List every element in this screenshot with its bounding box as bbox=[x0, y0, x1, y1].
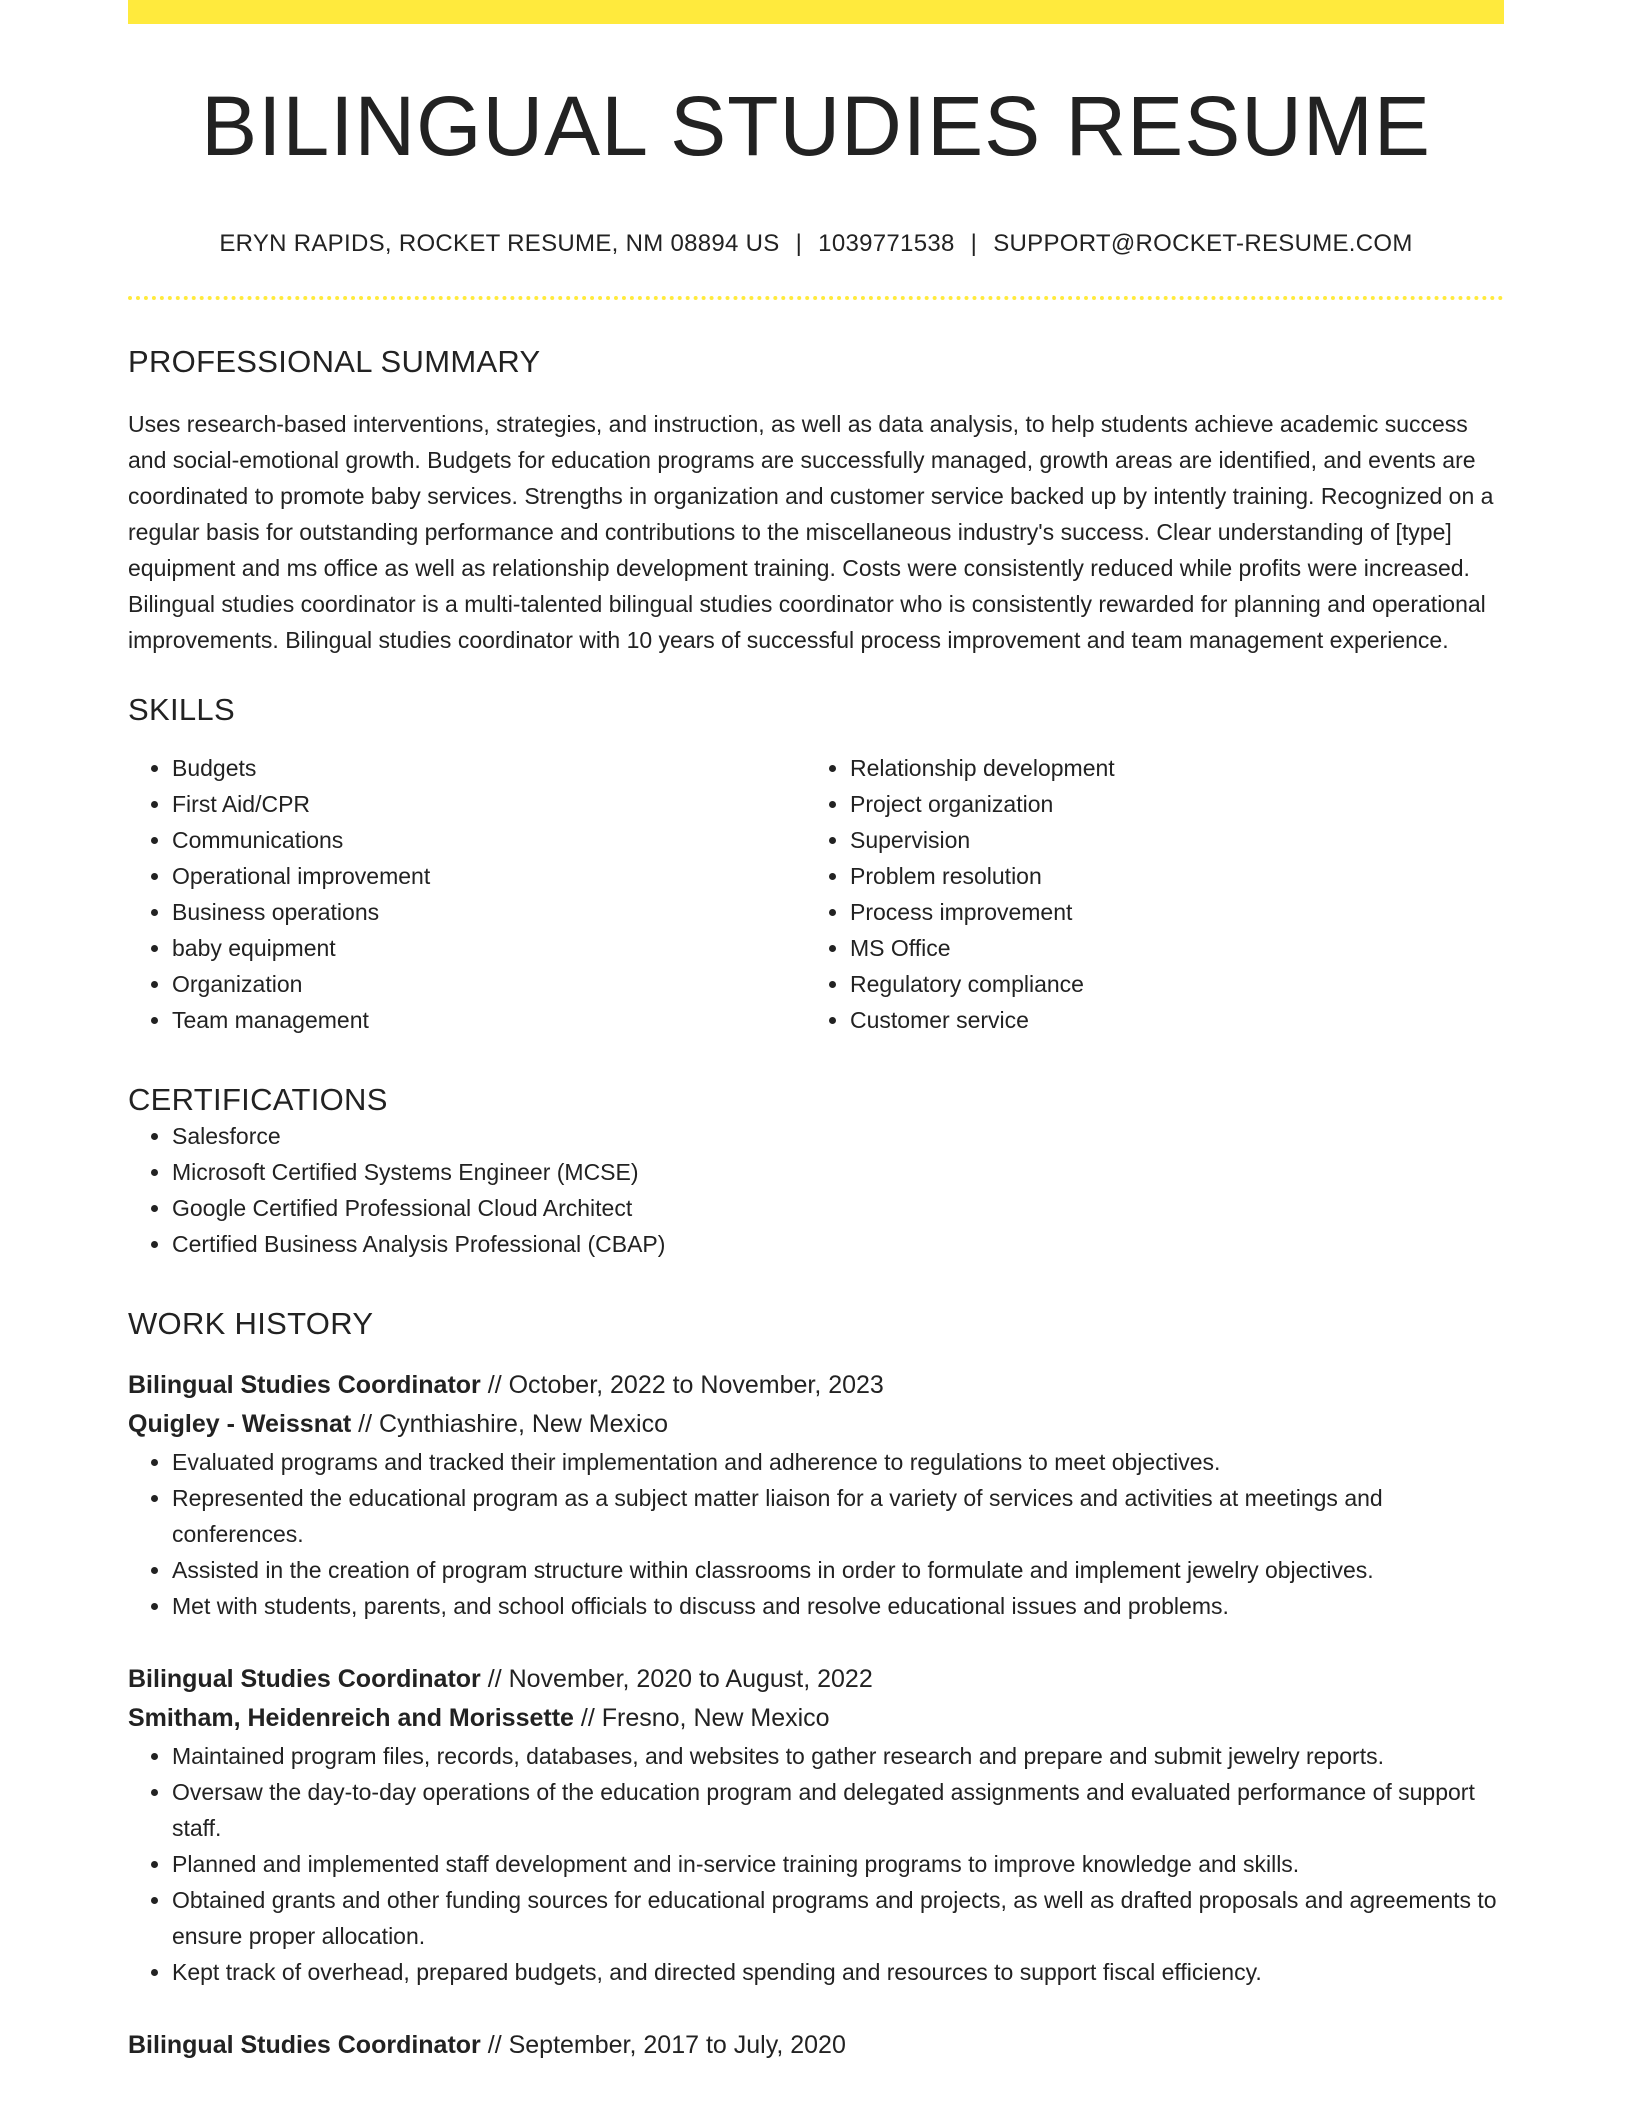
job-bullet: • Kept track of overhead, prepared budgets, and directed spending and resources to support fiscal efficiency. bbox=[172, 1954, 1504, 1990]
contact-address: ERYN RAPIDS, ROCKET RESUME, NM 08894 US bbox=[219, 230, 780, 258]
skills-list-left bbox=[128, 750, 806, 1038]
job-entry bbox=[128, 1366, 1504, 1624]
job-bullet: • Planned and implemented staff development and in-service training programs to improve knowledge and skills. bbox=[172, 1846, 1504, 1882]
skills-list-right bbox=[806, 750, 1484, 1038]
skill-item: • Problem resolution bbox=[850, 858, 1484, 894]
skill-item: • First Aid/CPR bbox=[172, 786, 806, 822]
professional-summary-section bbox=[128, 344, 1504, 658]
job-entry bbox=[128, 1660, 1504, 1990]
skill-item: • Regulatory compliance bbox=[850, 966, 1484, 1002]
skill-item: • Communications bbox=[172, 822, 806, 858]
skill-item: • Budgets bbox=[172, 750, 806, 786]
skill-item: • Team management bbox=[172, 1002, 806, 1038]
work-history-heading: WORK HISTORY bbox=[128, 1306, 374, 1342]
job-title-line bbox=[128, 1660, 1504, 1699]
contact-email: SUPPORT@ROCKET-RESUME.COM bbox=[993, 230, 1413, 258]
job-dates: // November, 2020 to August, 2022 bbox=[487, 1665, 873, 1694]
contact-line bbox=[128, 230, 1504, 258]
job-title-line bbox=[128, 1366, 1504, 1405]
skill-item: • Business operations bbox=[172, 894, 806, 930]
job-dates: // September, 2017 to July, 2020 bbox=[487, 2031, 846, 2060]
dotted-divider bbox=[128, 296, 1504, 300]
summary-text: Uses research-based interventions, strategies, and instruction, as well as data analysis, to help students achieve academic success and social-emotional growth. Budgets for education programs are successfully managed, growth areas are identified, and events are coordinated to promote baby services. Strengths in organization and customer service backed up by intently training. Recognized on a regular basis for outstanding performance and contributions to the miscellaneous industry's success. Clear understanding of [type] equipment and ms office as well as relationship development training. Costs were consistently reduced while profits were increased. Bilingual studies coordinator is a multi-talented bilingual studies coordinator who is consistently rewarded for planning and operational improvements. Bilingual studies coordinator with 10 years of successful process improvement and team management experience. bbox=[128, 411, 1494, 654]
job-location: // Fresno, New Mexico bbox=[580, 1704, 830, 1733]
job-title: Bilingual Studies Coordinator bbox=[128, 1371, 481, 1400]
summary-heading: PROFESSIONAL SUMMARY bbox=[128, 344, 541, 380]
skill-item: • MS Office bbox=[850, 930, 1484, 966]
job-title: Bilingual Studies Coordinator bbox=[128, 1665, 481, 1694]
certification-item: • Microsoft Certified Systems Engineer (MCSE) bbox=[172, 1154, 1504, 1190]
job-bullets bbox=[128, 1444, 1504, 1624]
skill-item: • Operational improvement bbox=[172, 858, 806, 894]
job-dates: // October, 2022 to November, 2023 bbox=[487, 1371, 884, 1400]
skill-item: • Relationship development bbox=[850, 750, 1484, 786]
contact-separator: | bbox=[795, 230, 803, 258]
job-company: Quigley - Weissnat bbox=[128, 1410, 352, 1439]
contact-phone: 1039771538 bbox=[818, 230, 955, 258]
job-title-line bbox=[128, 2026, 1504, 2065]
job-bullets bbox=[128, 1738, 1504, 1990]
skill-item: • Process improvement bbox=[850, 894, 1484, 930]
job-company: Smitham, Heidenreich and Morissette bbox=[128, 1704, 574, 1733]
skill-item: • baby equipment bbox=[172, 930, 806, 966]
certifications-list bbox=[128, 1118, 1504, 1262]
skills-heading: SKILLS bbox=[128, 692, 235, 728]
certifications-heading: CERTIFICATIONS bbox=[128, 1082, 388, 1118]
job-bullet: • Obtained grants and other funding sources for educational programs and projects, as well as drafted proposals and agreements to ensure proper allocation. bbox=[172, 1882, 1504, 1954]
job-company-line bbox=[128, 1405, 1504, 1444]
skill-item: • Customer service bbox=[850, 1002, 1484, 1038]
job-bullet: • Met with students, parents, and school officials to discuss and resolve educational issues and problems. bbox=[172, 1588, 1504, 1624]
job-bullet: • Assisted in the creation of program structure within classrooms in order to formulate and implement jewelry objectives. bbox=[172, 1552, 1504, 1588]
skill-item: • Organization bbox=[172, 966, 806, 1002]
job-bullet: • Represented the educational program as a subject matter liaison for a variety of services and activities at meetings and conferences. bbox=[172, 1480, 1504, 1552]
job-location: // Cynthiashire, New Mexico bbox=[358, 1410, 668, 1439]
job-bullet: • Evaluated programs and tracked their implementation and adherence to regulations to meet objectives. bbox=[172, 1444, 1504, 1480]
job-bullet: • Oversaw the day-to-day operations of the education program and delegated assignments and evaluated performance of support staff. bbox=[172, 1774, 1504, 1846]
certification-item: • Certified Business Analysis Professional (CBAP) bbox=[172, 1226, 1504, 1262]
resume-page bbox=[128, 0, 1504, 2065]
job-entry bbox=[128, 2026, 1504, 2065]
resume-title: BILINGUAL STUDIES RESUME bbox=[201, 79, 1431, 173]
certification-item: • Salesforce bbox=[172, 1118, 1504, 1154]
skills-section bbox=[128, 692, 1504, 1038]
certifications-section bbox=[128, 1082, 1504, 1262]
job-title: Bilingual Studies Coordinator bbox=[128, 2031, 481, 2060]
contact-separator: | bbox=[970, 230, 978, 258]
certification-item: • Google Certified Professional Cloud Architect bbox=[172, 1190, 1504, 1226]
job-bullet: • Maintained program files, records, databases, and websites to gather research and prepare and submit jewelry reports. bbox=[172, 1738, 1504, 1774]
work-history-section bbox=[128, 1306, 1504, 2065]
top-accent-bar bbox=[128, 0, 1504, 24]
skill-item: • Project organization bbox=[850, 786, 1484, 822]
skills-grid bbox=[128, 750, 1504, 1038]
job-company-line bbox=[128, 1699, 1504, 1738]
skill-item: • Supervision bbox=[850, 822, 1484, 858]
